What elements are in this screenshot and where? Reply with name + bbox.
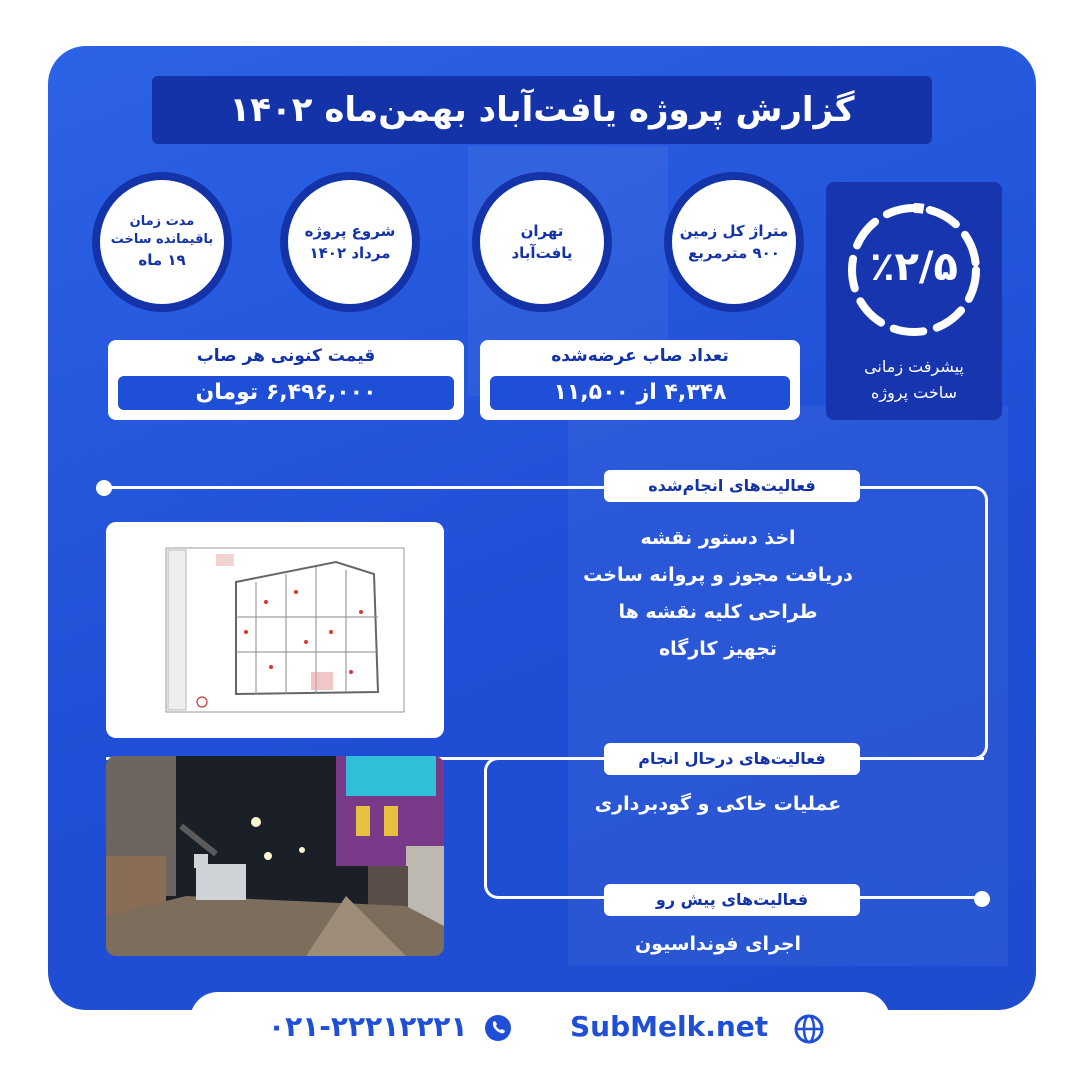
start-value: مرداد ۱۴۰۲ — [309, 244, 391, 262]
sold-label: تعداد صاب عرضه‌شده — [551, 346, 729, 366]
info-circle-location — [472, 172, 612, 312]
area-value: ۹۰۰ مترمربع — [688, 244, 780, 262]
list-item: اخذ دستور نقشه — [640, 527, 796, 549]
start-label: شروع پروژه — [304, 222, 396, 240]
footer-bar — [190, 992, 890, 1080]
list-item: طراحی کلیه نقشه ها — [618, 601, 818, 623]
progress-label — [826, 354, 1002, 406]
section-label-done: فعالیت‌های انجام‌شده — [604, 470, 860, 502]
location-district: یافت‌آباد — [511, 244, 573, 262]
construction-site-drawing — [106, 756, 444, 956]
in-progress-list — [518, 786, 918, 823]
phone-icon — [484, 1014, 512, 1042]
info-circle-start — [280, 172, 420, 312]
page-title: گزارش پروژه یافت‌آباد بهمن‌ماه ۱۴۰۲ — [229, 90, 855, 130]
upcoming-list — [518, 926, 918, 963]
progress-label-line2: ساخت پروژه — [870, 383, 958, 402]
globe-icon — [794, 1014, 824, 1044]
sold-stat — [480, 340, 800, 420]
info-circle-area — [664, 172, 804, 312]
phone-number[interactable]: ۰۲۱-۲۲۲۱۲۲۲۱ — [268, 1010, 468, 1043]
progress-value: ٪۲/۵ — [870, 244, 958, 290]
floor-plan-image — [106, 522, 444, 738]
website-link[interactable]: SubMelk.net — [570, 1010, 769, 1043]
progress-panel — [826, 182, 1002, 420]
price-label: قیمت کنونی هر صاب — [196, 346, 376, 366]
list-item: عملیات خاکی و گودبرداری — [594, 793, 842, 815]
progress-label-line1: پیشرفت زمانی — [864, 357, 964, 376]
section-label-in-progress: فعالیت‌های درحال انجام — [604, 743, 860, 775]
list-item: دریافت مجوز و پروانه ساخت — [583, 564, 853, 586]
construction-site-photo — [106, 756, 444, 956]
list-item: تجهیز کارگاه — [658, 638, 778, 660]
timeline-dot-start — [96, 480, 112, 496]
list-item: اجرای فونداسیون — [634, 933, 802, 955]
area-label: متراژ کل زمین — [679, 222, 789, 240]
sold-value: ۴,۳۴۸ از ۱۱,۵۰۰ — [490, 376, 790, 410]
done-list — [518, 520, 918, 668]
location-city: تهران — [520, 222, 564, 240]
info-circle-remaining — [92, 172, 232, 312]
report-card — [48, 46, 1036, 1010]
price-value: ۶,۴۹۶,۰۰۰ تومان — [118, 376, 454, 410]
timeline-dot-end — [974, 891, 990, 907]
remaining-label: مدت زمان باقیمانده ساخت — [110, 214, 214, 247]
section-label-upcoming: فعالیت‌های پیش رو — [604, 884, 860, 916]
title-banner — [152, 76, 932, 144]
timeline-line-bottom — [484, 757, 984, 899]
floor-plan-drawing — [106, 522, 444, 738]
remaining-value: ۱۹ ماه — [138, 251, 186, 269]
price-stat — [108, 340, 464, 420]
